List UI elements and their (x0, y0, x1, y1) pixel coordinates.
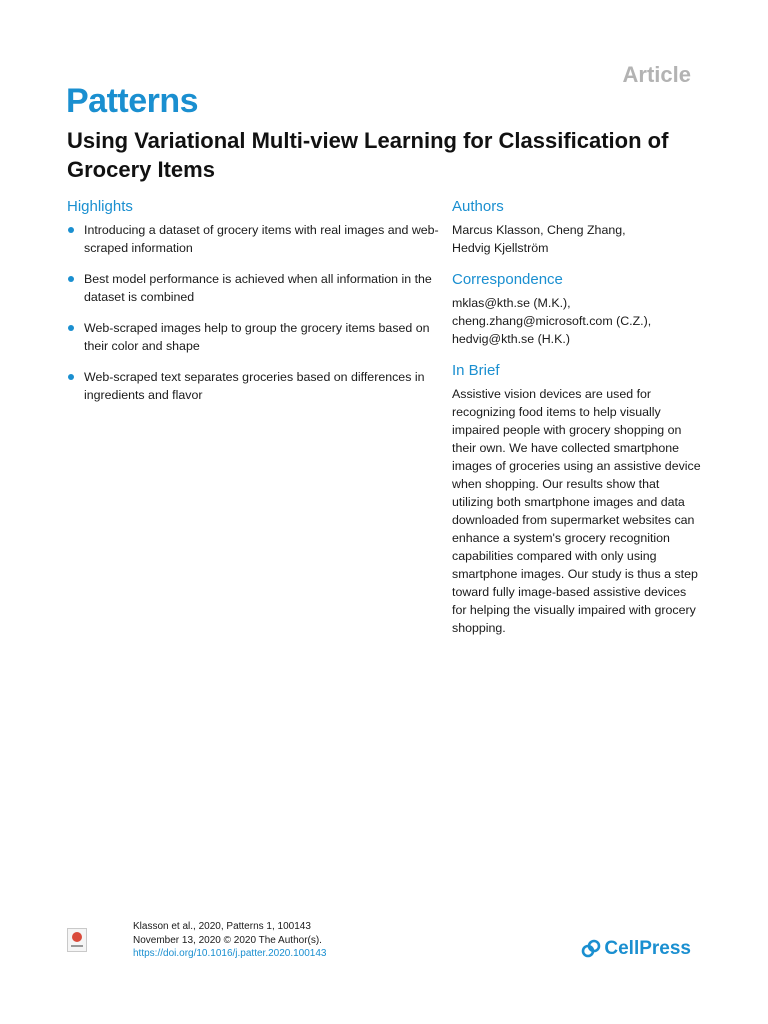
highlight-text: Web-scraped text separates groceries based on differences in ingredients and flavor (84, 370, 425, 402)
check-for-updates-icon[interactable] (67, 928, 87, 952)
badge-dot (72, 932, 82, 942)
badge-bar (71, 945, 83, 947)
correspondence-heading: Correspondence (452, 271, 563, 288)
highlight-item (67, 319, 442, 355)
highlight-text: Web-scraped images help to group the grocery items based on their color and shape (84, 321, 430, 353)
in-brief-heading: In Brief (452, 362, 500, 379)
authors-line: Marcus Klasson, Cheng Zhang, (452, 223, 626, 237)
highlight-item (67, 270, 442, 306)
highlight-item (67, 368, 442, 404)
publisher-name: CellPress (604, 938, 691, 959)
citation-text: Klasson et al., 2020, Patterns 1, 100143 (133, 921, 311, 932)
highlights-section (67, 198, 442, 417)
page-footer (0, 916, 768, 976)
highlight-text: Introducing a dataset of grocery items with real images and web-scraped information (84, 223, 439, 255)
email-link[interactable]: cheng.zhang@microsoft.com (C.Z.), (452, 314, 652, 328)
citation-block (133, 920, 327, 961)
bullet-icon (68, 374, 74, 380)
publication-date: November 13, 2020 © 2020 The Author(s). (133, 934, 322, 946)
cellpress-logo[interactable] (581, 938, 691, 960)
authors-list (452, 221, 702, 257)
bullet-icon (68, 227, 74, 233)
sidebar-column (452, 198, 702, 651)
doi-link[interactable]: https://doi.org/10.1016/j.patter.2020.100143 (133, 948, 327, 959)
highlights-heading: Highlights (67, 198, 133, 215)
bullet-icon (68, 276, 74, 282)
highlight-item (67, 221, 442, 257)
paper-title: Using Variational Multi-view Learning for Classification of Grocery Items (67, 128, 669, 182)
highlight-text: Best model performance is achieved when all information in the dataset is combined (84, 272, 432, 304)
cellpress-logo-icon (581, 939, 601, 959)
article-type-label: Article (622, 62, 691, 87)
highlights-list (67, 221, 442, 404)
in-brief-text: Assistive vision devices are used for recognizing food items to help visually impaired people with grocery shopping on their own. We have collected smartphone images of groceries using an assistive device when shopping. Our results show that utilizing both smartphone images and data downloaded from supermarket websites can enhance a system's grocery recognition capabilities compared with only using smartphone images. Our study is thus a step toward fully image-based assistive devices for helping the visually impaired with grocery shopping. (452, 387, 701, 635)
email-link[interactable]: hedvig@kth.se (H.K.) (452, 332, 570, 346)
journal-name: Patterns (66, 82, 199, 120)
bullet-icon (68, 325, 74, 331)
authors-heading: Authors (452, 198, 504, 215)
correspondence-emails (452, 294, 702, 348)
authors-line: Hedvig Kjellström (452, 241, 549, 255)
email-link[interactable]: mklas@kth.se (M.K.), (452, 296, 571, 310)
